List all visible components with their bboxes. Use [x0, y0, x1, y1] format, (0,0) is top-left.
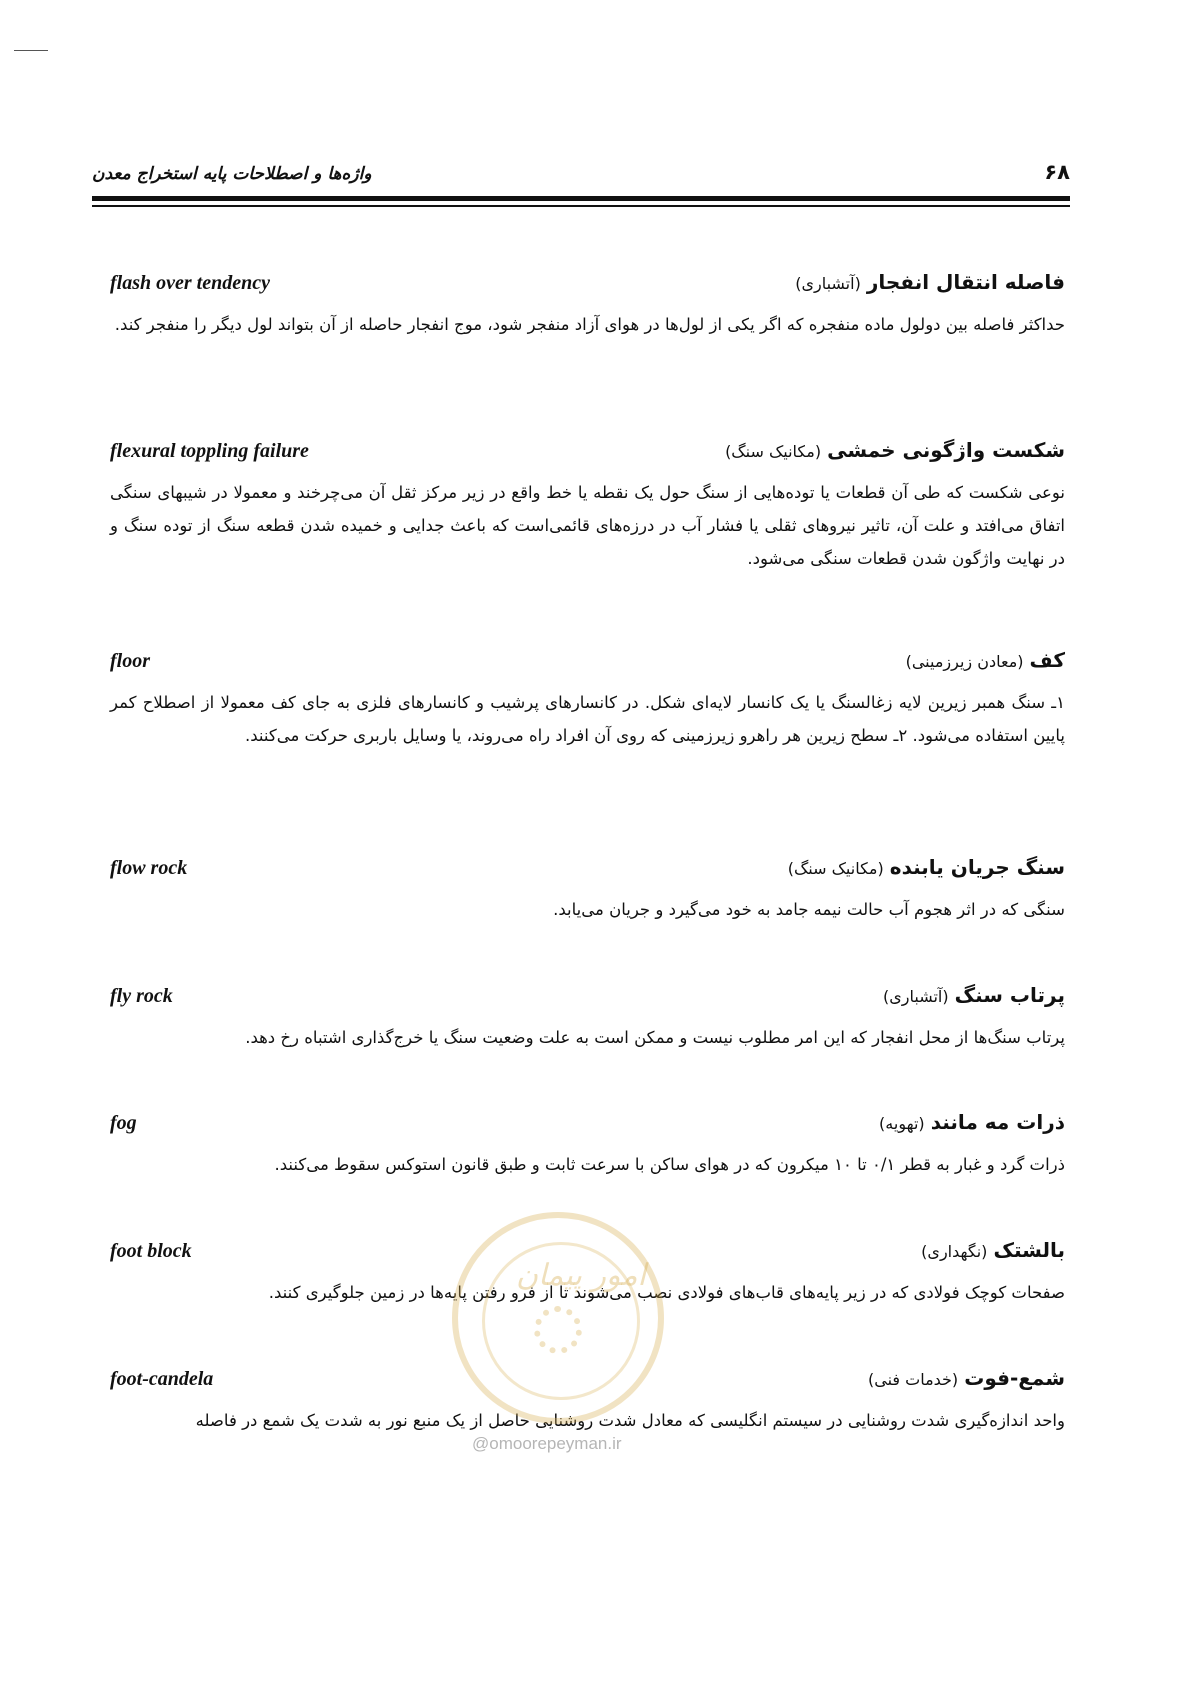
term-category: (تهویه) [879, 1114, 925, 1133]
corner-mark [14, 50, 48, 51]
entry-flexural-toppling-failure [110, 438, 1065, 575]
watermark-url: @omoorepeyman.ir [472, 1434, 622, 1453]
term-persian [795, 270, 1065, 294]
entry-head [110, 270, 1065, 304]
term-category: (مکانیک سنگ) [725, 442, 822, 461]
gear-icon [534, 1306, 582, 1354]
term-word: کف [1029, 648, 1065, 672]
term-persian [921, 1238, 1065, 1262]
definition: ذرات گرد و غبار به قطر ۰/۱ تا ۱۰ میکرون که در هوای ساکن با سرعت ثابت و طبق قانون استوکس سقوط می‌کنند. [274, 1155, 1065, 1174]
term-category: (نگهداری) [921, 1242, 988, 1261]
term-word: ذرات مه مانند [930, 1110, 1065, 1134]
term-word: شمع-فوت [964, 1366, 1065, 1390]
term-word: شکست واژگونی خمشی [827, 438, 1065, 462]
entry-head [110, 1110, 1065, 1144]
term-word: سنگ جریان یابنده [889, 855, 1065, 879]
entry-head [110, 855, 1065, 889]
entry-fog [110, 1110, 1065, 1181]
header-rule-thin [92, 205, 1070, 207]
term-category: (مکانیک سنگ) [787, 859, 884, 878]
term-category: (خدمات فنی) [867, 1370, 959, 1389]
entry-fly-rock [110, 983, 1065, 1054]
running-title: واژه‌ها و اصطلاحات پایه استخراج معدن [92, 164, 372, 184]
entry-flash-over-tendency [110, 270, 1065, 341]
definition: واحد اندازه‌گیری شدت روشنایی در سیستم انگلیسی که معادل شدت روشنایی حاصل از یک منبع نور به شدت یک شمع در فاصله [195, 1411, 1065, 1430]
definition: حداکثر فاصله بین دولول ماده منفجره که اگر یکی از لول‌ها در هوای آزاد منفجر شود، موج انفجار حاصله از آن بتواند لول دیگر را منفجر کند. [114, 315, 1065, 334]
page-header [92, 160, 1070, 196]
entry-head [110, 648, 1065, 682]
header-rule-thick [92, 196, 1070, 201]
definition: پرتاب سنگ‌ها از محل انفجار که این امر مطلوب نیست و ممکن است به علت وضعیت سنگ یا خرج‌گذاری اشتباه رخ دهد. [245, 1028, 1065, 1047]
term-english: foot-candela [110, 1368, 214, 1390]
watermark-seal [452, 1212, 664, 1424]
term-persian [868, 1366, 1065, 1390]
term-word: بالشتک [993, 1238, 1065, 1262]
page-number: ۶۸ [1044, 160, 1070, 184]
seal-text: امور پیمان [516, 1258, 646, 1293]
term-english: flow rock [110, 857, 188, 879]
term-english: foot block [110, 1240, 192, 1262]
entry-floor [110, 648, 1065, 752]
term-persian [788, 855, 1065, 879]
term-persian [725, 438, 1065, 462]
entry-head [110, 438, 1065, 472]
term-category: (آتشباری) [883, 987, 949, 1006]
definition: صفحات کوچک فولادی که در زیر پایه‌های قاب‌های فولادی نصب می‌شوند تا از فرو رفتن پایه‌ها در زمین جلوگیری کنند. [268, 1283, 1065, 1302]
term-persian [906, 648, 1065, 672]
term-category: (معادن زیرزمینی) [905, 652, 1024, 671]
term-english: floor [110, 650, 150, 672]
definition: ۱ـ سنگ همبر زیرین لایه زغالسنگ یا یک کانسار لایه‌ای شکل. در کانسارهای پرشیب و کانسارهای فلزی به جای کف معمولا از اصطلاح کمر پایین استفاده می‌شود. ۲ـ سطح زیرین هر راهرو زیرزمینی که روی آن افراد راه می‌روند، یا وسایل باربری حرکت می‌کنند. [110, 693, 1065, 745]
term-word: پرتاب سنگ [954, 983, 1065, 1007]
entry-head [110, 983, 1065, 1017]
definition: سنگی که در اثر هجوم آب حالت نیمه جامد به خود می‌گیرد و جریان می‌یابد. [553, 900, 1065, 919]
definition: نوعی شکست که طی آن قطعات یا توده‌هایی از سنگ حول یک نقطه یا خط واقع در زیر مرکز ثقل آن می‌چرخند و معمولا در شیبهای سنگی اتفاق می‌افتد و علت آن، تاثیر نیروهای ثقلی یا فشار آب در درزه‌های قائمی‌است که باعث جدایی و خمیده شدن قطعه سنگ از توده سنگ و در نهایت واژگون شدن قطعات سنگی می‌شود. [110, 483, 1065, 568]
term-english: flexural toppling failure [110, 440, 309, 462]
term-english: fly rock [110, 985, 173, 1007]
term-persian [883, 983, 1065, 1007]
term-word: فاصله انتقال انفجار [866, 270, 1065, 294]
term-english: fog [110, 1112, 137, 1134]
term-english: flash over tendency [110, 272, 270, 294]
term-category: (آتشباری) [795, 274, 861, 293]
term-persian [879, 1110, 1065, 1134]
entry-flow-rock [110, 855, 1065, 926]
